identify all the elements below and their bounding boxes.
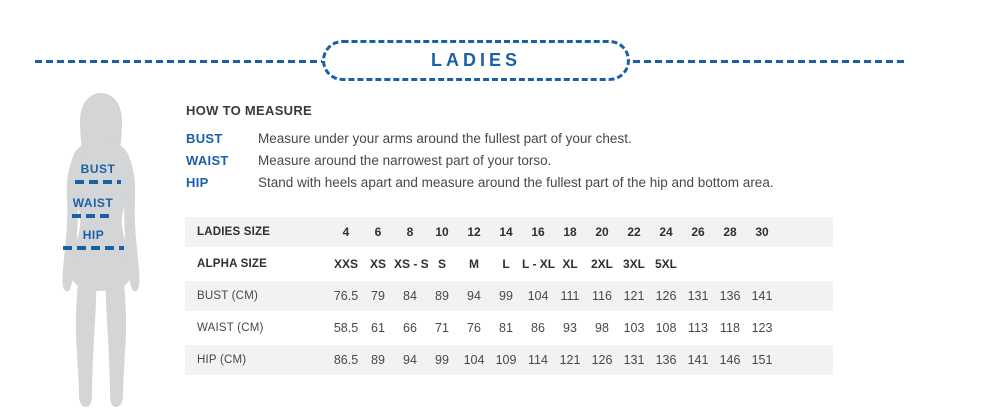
table-cell: 14 — [499, 225, 513, 239]
table-cell: 66 — [403, 321, 417, 335]
table-cell: 86 — [531, 321, 545, 335]
table-cell: 121 — [559, 353, 581, 367]
table-row-ladies-size — [185, 217, 833, 249]
table-cell: 10 — [435, 225, 449, 239]
table-cell: 113 — [688, 321, 708, 335]
bust-term: BUST — [186, 130, 223, 146]
table-cell: 30 — [755, 225, 769, 239]
table-cell: 58.5 — [333, 321, 359, 335]
table-cell: 151 — [751, 353, 773, 367]
table-cell: XS — [369, 257, 386, 271]
bust-measure-line — [75, 180, 121, 184]
hip-description: Stand with heels apart and measure around the fullest part of the hip and bottom area. — [258, 174, 774, 190]
bust-description: Measure under your arms around the fullest part of your chest. — [258, 130, 632, 146]
figure-hip-label: HIP — [82, 228, 105, 242]
row-label: ALPHA SIZE — [197, 258, 267, 270]
table-cell: 81 — [499, 321, 513, 335]
table-cell: 123 — [751, 321, 773, 335]
how-to-measure-section — [186, 103, 886, 193]
table-cell: 5XL — [654, 257, 677, 271]
how-to-row-waist — [186, 149, 886, 171]
table-cell: 61 — [371, 321, 385, 335]
ladies-section-pill — [322, 40, 630, 81]
table-cell: 8 — [406, 225, 414, 239]
waist-term: WAIST — [186, 152, 229, 168]
table-cell: S — [437, 257, 446, 271]
row-label: LADIES SIZE — [197, 226, 271, 238]
size-table — [185, 217, 833, 377]
table-cell: 93 — [563, 321, 577, 335]
table-cell: 99 — [435, 353, 449, 367]
table-cell: 114 — [528, 353, 548, 367]
table-cell: 109 — [495, 353, 517, 367]
figure-bust-marker — [75, 162, 121, 184]
table-cell: 131 — [687, 289, 709, 303]
row-label: BUST (CM) — [197, 290, 259, 302]
table-cell: 22 — [627, 225, 641, 239]
table-row-hip-cm — [185, 345, 833, 377]
table-cell: 79 — [371, 289, 385, 303]
table-cell: 94 — [467, 289, 481, 303]
how-to-measure-title: HOW TO MEASURE — [186, 103, 313, 118]
table-cell: 103 — [623, 321, 645, 335]
table-cell: 104 — [527, 289, 549, 303]
table-cell: 104 — [463, 353, 485, 367]
table-cell: 121 — [623, 289, 645, 303]
row-label: WAIST (CM) — [197, 322, 264, 334]
table-cell: L - XL — [522, 257, 556, 271]
figure-waist-marker — [72, 196, 114, 218]
table-cell: 18 — [563, 225, 577, 239]
table-cell: 94 — [403, 353, 417, 367]
table-cell: M — [469, 257, 479, 271]
waist-description: Measure around the narrowest part of your torso. — [258, 152, 552, 168]
table-cell: 76.5 — [333, 289, 359, 303]
body-silhouette-figure — [45, 90, 157, 408]
table-cell: 20 — [595, 225, 609, 239]
table-cell: 86.5 — [333, 353, 359, 367]
table-cell: 141 — [751, 289, 773, 303]
table-cell: XS - S — [394, 257, 429, 271]
table-cell: XL — [562, 257, 578, 271]
section-title: LADIES — [430, 50, 521, 70]
table-cell: 118 — [720, 321, 740, 335]
how-to-row-bust — [186, 127, 886, 149]
table-cell: 26 — [691, 225, 705, 239]
divider-dash-left — [35, 60, 323, 63]
table-cell: 71 — [435, 321, 449, 335]
table-cell: 89 — [435, 289, 449, 303]
table-cell: L — [502, 257, 510, 271]
figure-waist-label: WAIST — [72, 196, 114, 210]
figure-bust-label: BUST — [80, 162, 116, 176]
table-cell: 126 — [655, 289, 677, 303]
table-cell: 12 — [467, 225, 481, 239]
table-cell: 24 — [659, 225, 673, 239]
table-cell: 146 — [719, 353, 741, 367]
table-cell: 3XL — [622, 257, 645, 271]
divider-dash-right — [633, 60, 905, 63]
figure-hip-marker — [63, 228, 124, 250]
table-cell: 126 — [591, 353, 613, 367]
table-cell: XXS — [333, 257, 358, 271]
table-cell: 89 — [371, 353, 385, 367]
how-to-row-hip — [186, 171, 886, 193]
hip-term: HIP — [186, 174, 209, 190]
table-cell: 2XL — [590, 257, 613, 271]
table-cell: 111 — [560, 289, 580, 303]
table-cell: 141 — [687, 353, 709, 367]
table-cell: 131 — [623, 353, 645, 367]
table-cell: 136 — [719, 289, 741, 303]
waist-measure-line — [72, 214, 114, 218]
table-cell: 76 — [467, 321, 481, 335]
table-cell: 116 — [592, 289, 612, 303]
table-cell: 98 — [595, 321, 609, 335]
table-cell: 136 — [655, 353, 677, 367]
table-row-alpha-size — [185, 249, 833, 281]
hip-measure-line — [63, 246, 124, 250]
row-label: HIP (CM) — [197, 354, 247, 366]
table-row-waist-cm — [185, 313, 833, 345]
table-cell: 4 — [342, 225, 350, 239]
table-cell: 108 — [655, 321, 677, 335]
table-cell: 16 — [531, 225, 545, 239]
table-cell: 99 — [499, 289, 513, 303]
table-cell: 84 — [403, 289, 417, 303]
table-cell: 28 — [723, 225, 737, 239]
table-row-bust-cm — [185, 281, 833, 313]
table-cell: 6 — [374, 225, 382, 239]
